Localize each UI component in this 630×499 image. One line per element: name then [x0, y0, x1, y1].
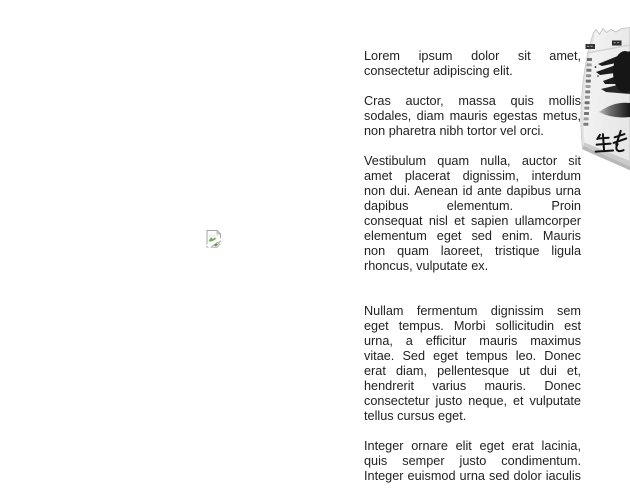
text-line: non pharetra nibh tortor vel orci. — [364, 124, 544, 138]
text-line: vitae. Sed eget tempus leo. Donec — [364, 349, 581, 363]
text-line: erat diam, pellentesque ut dui et, — [364, 364, 581, 378]
paragraph — [364, 94, 581, 139]
text-line: hendrerit varius mauris. Donec — [364, 379, 581, 393]
text-line: sodales, diam mauris egestas metus, — [364, 109, 581, 123]
paragraph — [364, 439, 581, 484]
text-line: consectetur adipiscing elit. — [364, 64, 513, 78]
text-column — [364, 49, 581, 499]
text-line: dapibus elementum. Proin — [364, 199, 581, 213]
book-cover-image — [572, 24, 630, 176]
text-line: amet placerat dignissim, interdum — [364, 169, 581, 183]
paragraph — [364, 304, 581, 424]
text-line: consectetur justo neque, et vulputate — [364, 394, 581, 408]
text-line: tellus cursus eget. — [364, 409, 467, 423]
text-line: Lorem ipsum dolor sit amet, — [364, 49, 581, 63]
paragraph — [364, 49, 581, 79]
text-line: consequat nisl et sapien ullamcorper — [364, 214, 581, 228]
text-line: Cras auctor, massa quis mollis — [364, 94, 581, 108]
text-line: quis semper justo condimentum. — [364, 454, 581, 468]
text-line: Integer ornare elit eget erat lacinia, — [364, 439, 581, 453]
text-line: Vestibulum quam nulla, auctor sit — [364, 154, 581, 168]
text-line: eget tempus. Morbi sollicitudin est — [364, 319, 581, 333]
broken-image-icon — [205, 229, 223, 248]
text-line: elementum eget sed enim. Mauris — [364, 229, 581, 243]
text-line: Nullam fermentum dignissim sem — [364, 304, 581, 318]
text-line: Integer euismod urna sed dolor iaculis — [364, 469, 581, 483]
text-line: urna, a efficitur mauris maximus — [364, 334, 581, 348]
text-line: non dui. Aenean id ante dapibus urna — [364, 184, 581, 198]
text-line: non quam laoreet, tristique ligula — [364, 244, 581, 258]
text-line: rhoncus, vulputate ex. — [364, 259, 489, 273]
paragraph — [364, 154, 581, 274]
